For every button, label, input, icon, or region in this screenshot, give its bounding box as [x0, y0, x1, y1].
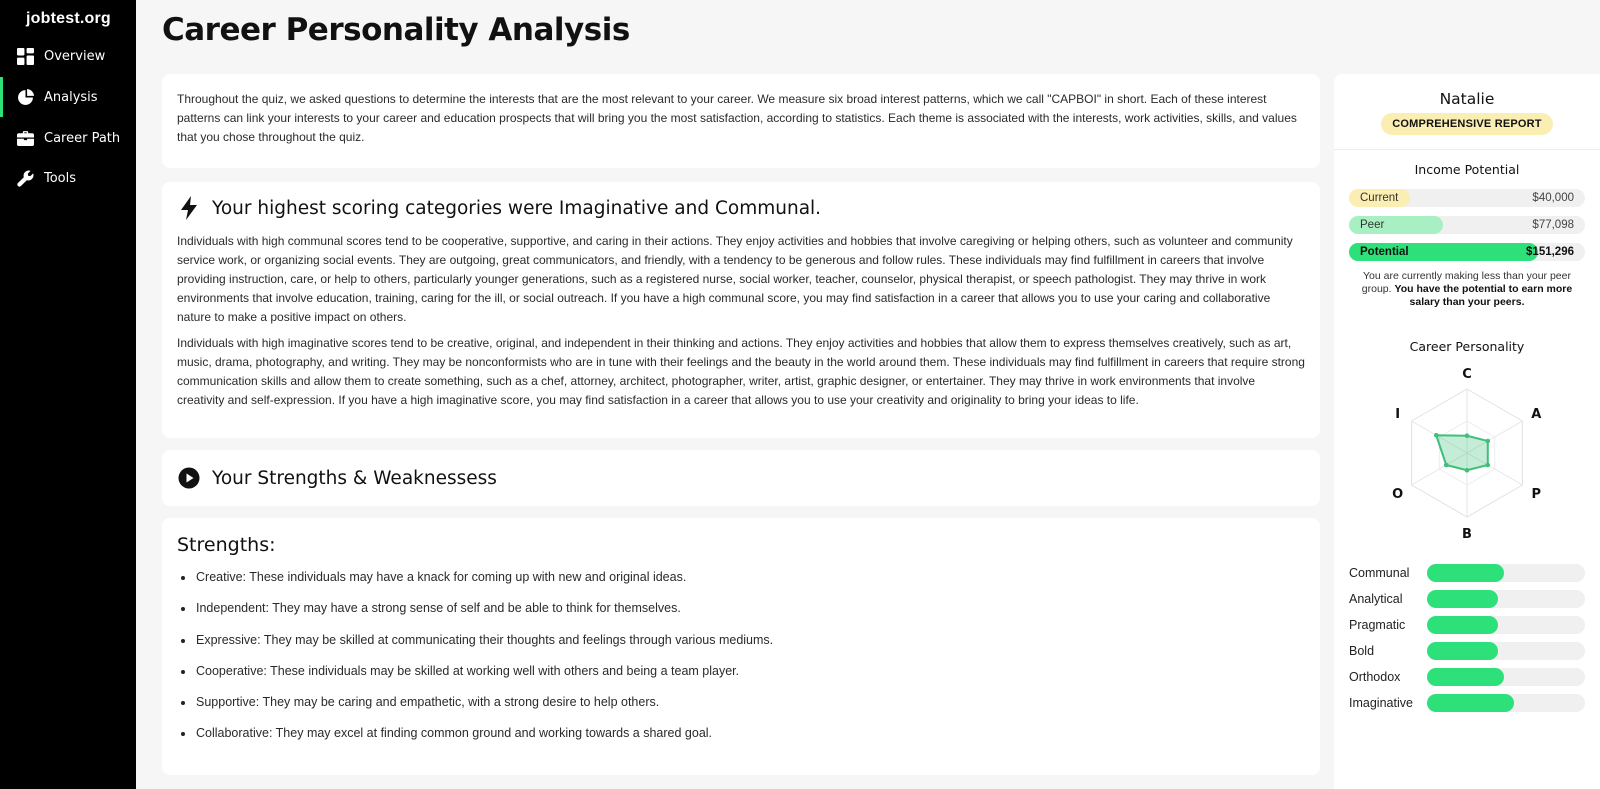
trait-row — [1349, 664, 1585, 690]
trait-bar-fill — [1427, 564, 1504, 582]
grid-icon — [16, 47, 34, 65]
report-panel — [1334, 74, 1600, 789]
trait-bar-fill — [1427, 616, 1498, 634]
sidebar-item-overview[interactable] — [0, 36, 136, 76]
income-bar-value: $151,296 — [1526, 246, 1574, 258]
pie-chart-icon — [16, 88, 34, 106]
trait-row — [1349, 612, 1585, 638]
report-badge: COMPREHENSIVE REPORT — [1381, 113, 1552, 135]
list-item — [178, 601, 1305, 632]
user-name: Natalie — [1439, 90, 1495, 108]
list-item — [178, 570, 1305, 601]
sidebar-item-label: Overview — [44, 48, 106, 64]
profile-header — [1334, 74, 1600, 150]
radar-axis-label: O — [1392, 487, 1404, 502]
income-bar-value: $40,000 — [1532, 192, 1574, 204]
radar-axis-label: C — [1462, 367, 1472, 382]
personality-title: Career Personality — [1409, 339, 1525, 354]
radar-point — [1465, 433, 1470, 438]
imaginative-paragraph: Individuals with high imaginative scores tend to be creative, original, and independent in their thinking and actions. They enjoy activities and hobbies that allow them to express themselves creatively, such as art, music, drama, photography, and writing. They may be nonconformists who are in tune with their feelings and the beauty in the world around them. These individuals may find fulfillment in careers that require strong communication skills and allow them to create something, such as a chef, attorney, architect, photographer, writer, artist, graphic designer, or entertainer. They may thrive in work environments that involve creativity and self-expression. If you have a high imaginative score, you may find satisfaction in a career that allows you to use your creativity and originality to bring your ideas to life. — [177, 336, 1305, 407]
trait-row — [1349, 638, 1585, 664]
strength-text: Supportive: They may be caring and empathetic, with a strong desire to help others. — [196, 695, 660, 710]
income-bar-current — [1349, 189, 1585, 207]
wrench-icon — [16, 169, 34, 187]
radar-point — [1485, 463, 1490, 468]
trait-bar-fill — [1427, 590, 1498, 608]
trait-bar — [1427, 668, 1585, 686]
list-item — [178, 633, 1305, 664]
income-note — [1349, 270, 1585, 309]
communal-paragraph: Individuals with high communal scores tend to be cooperative, supportive, and caring in their actions. They enjoy activities and hobbies that involve caregiving or helping others, such as volunteer and community service work, or organizing social events. They are outgoing, great communicators, and friendly, with a tendency to be generous and follow rules. These individuals may find fulfillment in careers that involve providing instruction, care, or help to others, particularly younger generations, such as a registered nurse, social worker, teacher, counselor, physical therapist, or speech pathologist. They may thrive in work environments that involve education, training, caring for the ill, or social outreach. If you have a high communal score, you may find satisfaction in a career that allows you to use your caring and collaborative nature to make a positive impact on others. — [177, 234, 1293, 324]
trait-name: Bold — [1349, 644, 1375, 658]
list-item — [178, 664, 1305, 695]
sidebar-item-label: Tools — [44, 170, 77, 186]
career-personality — [1334, 309, 1600, 538]
strengths-list — [177, 570, 1305, 758]
trait-bars — [1334, 560, 1600, 716]
strengths-card — [162, 518, 1320, 775]
radar-point — [1444, 463, 1449, 468]
radar-axis-label: B — [1462, 527, 1472, 538]
sidebar-item-label: Career Path — [44, 130, 121, 146]
trait-name: Imaginative — [1349, 696, 1413, 710]
trait-bar — [1427, 616, 1585, 634]
trait-bar — [1427, 694, 1585, 712]
strengths-weaknesses-heading: Your Strengths & Weaknessess — [212, 467, 497, 489]
radar-axis-label: A — [1531, 407, 1542, 422]
page-title: Career Personality Analysis — [162, 12, 630, 48]
radar-axis-label: I — [1395, 407, 1401, 422]
sidebar-item-label: Analysis — [44, 89, 98, 105]
sidebar — [0, 0, 136, 789]
play-circle-icon — [177, 466, 201, 490]
strengths-weaknesses-card[interactable] — [162, 450, 1320, 506]
lightning-bolt-icon — [177, 196, 201, 220]
trait-name: Communal — [1349, 566, 1410, 580]
strength-text: Independent: They may have a strong sense of self and be able to think for themselves. — [196, 601, 681, 616]
list-item — [178, 726, 1305, 757]
radar-axis-label: P — [1531, 487, 1542, 502]
income-title: Income Potential — [1414, 162, 1520, 177]
strength-text: Expressive: They may be skilled at communicating their thoughts and feelings through various mediums. — [196, 632, 774, 647]
income-bar-label: Potential — [1360, 246, 1409, 258]
sidebar-item-analysis[interactable] — [0, 77, 136, 117]
strength-text: Collaborative: They may excel at finding common ground and working towards a shared goal. — [196, 726, 713, 741]
income-potential — [1334, 150, 1600, 309]
income-bar-label: Current — [1360, 192, 1399, 204]
trait-bar-fill — [1427, 694, 1514, 712]
income-note-plain: You are currently making less than your peer group. — [1361, 270, 1571, 295]
income-bar-value: $77,098 — [1532, 219, 1574, 231]
radar-point — [1485, 439, 1490, 444]
sidebar-item-career-path[interactable] — [0, 118, 136, 158]
trait-row — [1349, 586, 1585, 612]
sidebar-item-tools[interactable] — [0, 158, 136, 198]
trait-bar-fill — [1427, 668, 1504, 686]
income-note-bold: You have the potential to earn more salary than your peers. — [1394, 283, 1573, 308]
highest-categories-card — [162, 182, 1320, 438]
income-bar-potential — [1349, 243, 1585, 261]
income-bar-label: Peer — [1360, 219, 1385, 231]
strength-text: Creative: These individuals may have a knack for coming up with new and original ideas. — [196, 570, 687, 584]
radar-point — [1434, 433, 1439, 438]
trait-bar-fill — [1427, 642, 1498, 660]
intro-text: Throughout the quiz, we asked questions to determine the interests that are the most relevant to your career. We measure six broad interest patterns, which we call "CAPBOI" in short. Each of these interest patterns can link your interests to your career and education prospects that will bring you the most satisfaction, according to statistics. Each theme is associated with the interests, work activities, skills, and values that you chose throughout the quiz. — [177, 92, 1297, 144]
personality-radar-chart — [1377, 366, 1557, 538]
intro-card — [162, 74, 1320, 168]
trait-name: Analytical — [1349, 592, 1403, 606]
strength-text: Cooperative: These individuals may be skilled at working well with others and being a team player. — [196, 663, 740, 678]
list-item — [178, 695, 1305, 726]
highest-categories-heading: Your highest scoring categories were Imaginative and Communal. — [212, 197, 822, 219]
trait-bar — [1427, 564, 1585, 582]
strengths-title: Strengths: — [177, 534, 276, 556]
trait-name: Pragmatic — [1349, 618, 1406, 632]
main-content — [136, 0, 1327, 789]
briefcase-icon — [16, 129, 34, 147]
income-bar-peer — [1349, 216, 1585, 234]
trait-bar — [1427, 642, 1585, 660]
trait-row — [1349, 560, 1585, 586]
logo[interactable]: jobtest.org — [26, 10, 111, 27]
radar-point — [1465, 468, 1470, 473]
trait-name: Orthodox — [1349, 670, 1401, 684]
section-header — [177, 466, 1305, 490]
section-header — [177, 196, 1305, 220]
trait-bar — [1427, 590, 1585, 608]
trait-row — [1349, 690, 1585, 716]
